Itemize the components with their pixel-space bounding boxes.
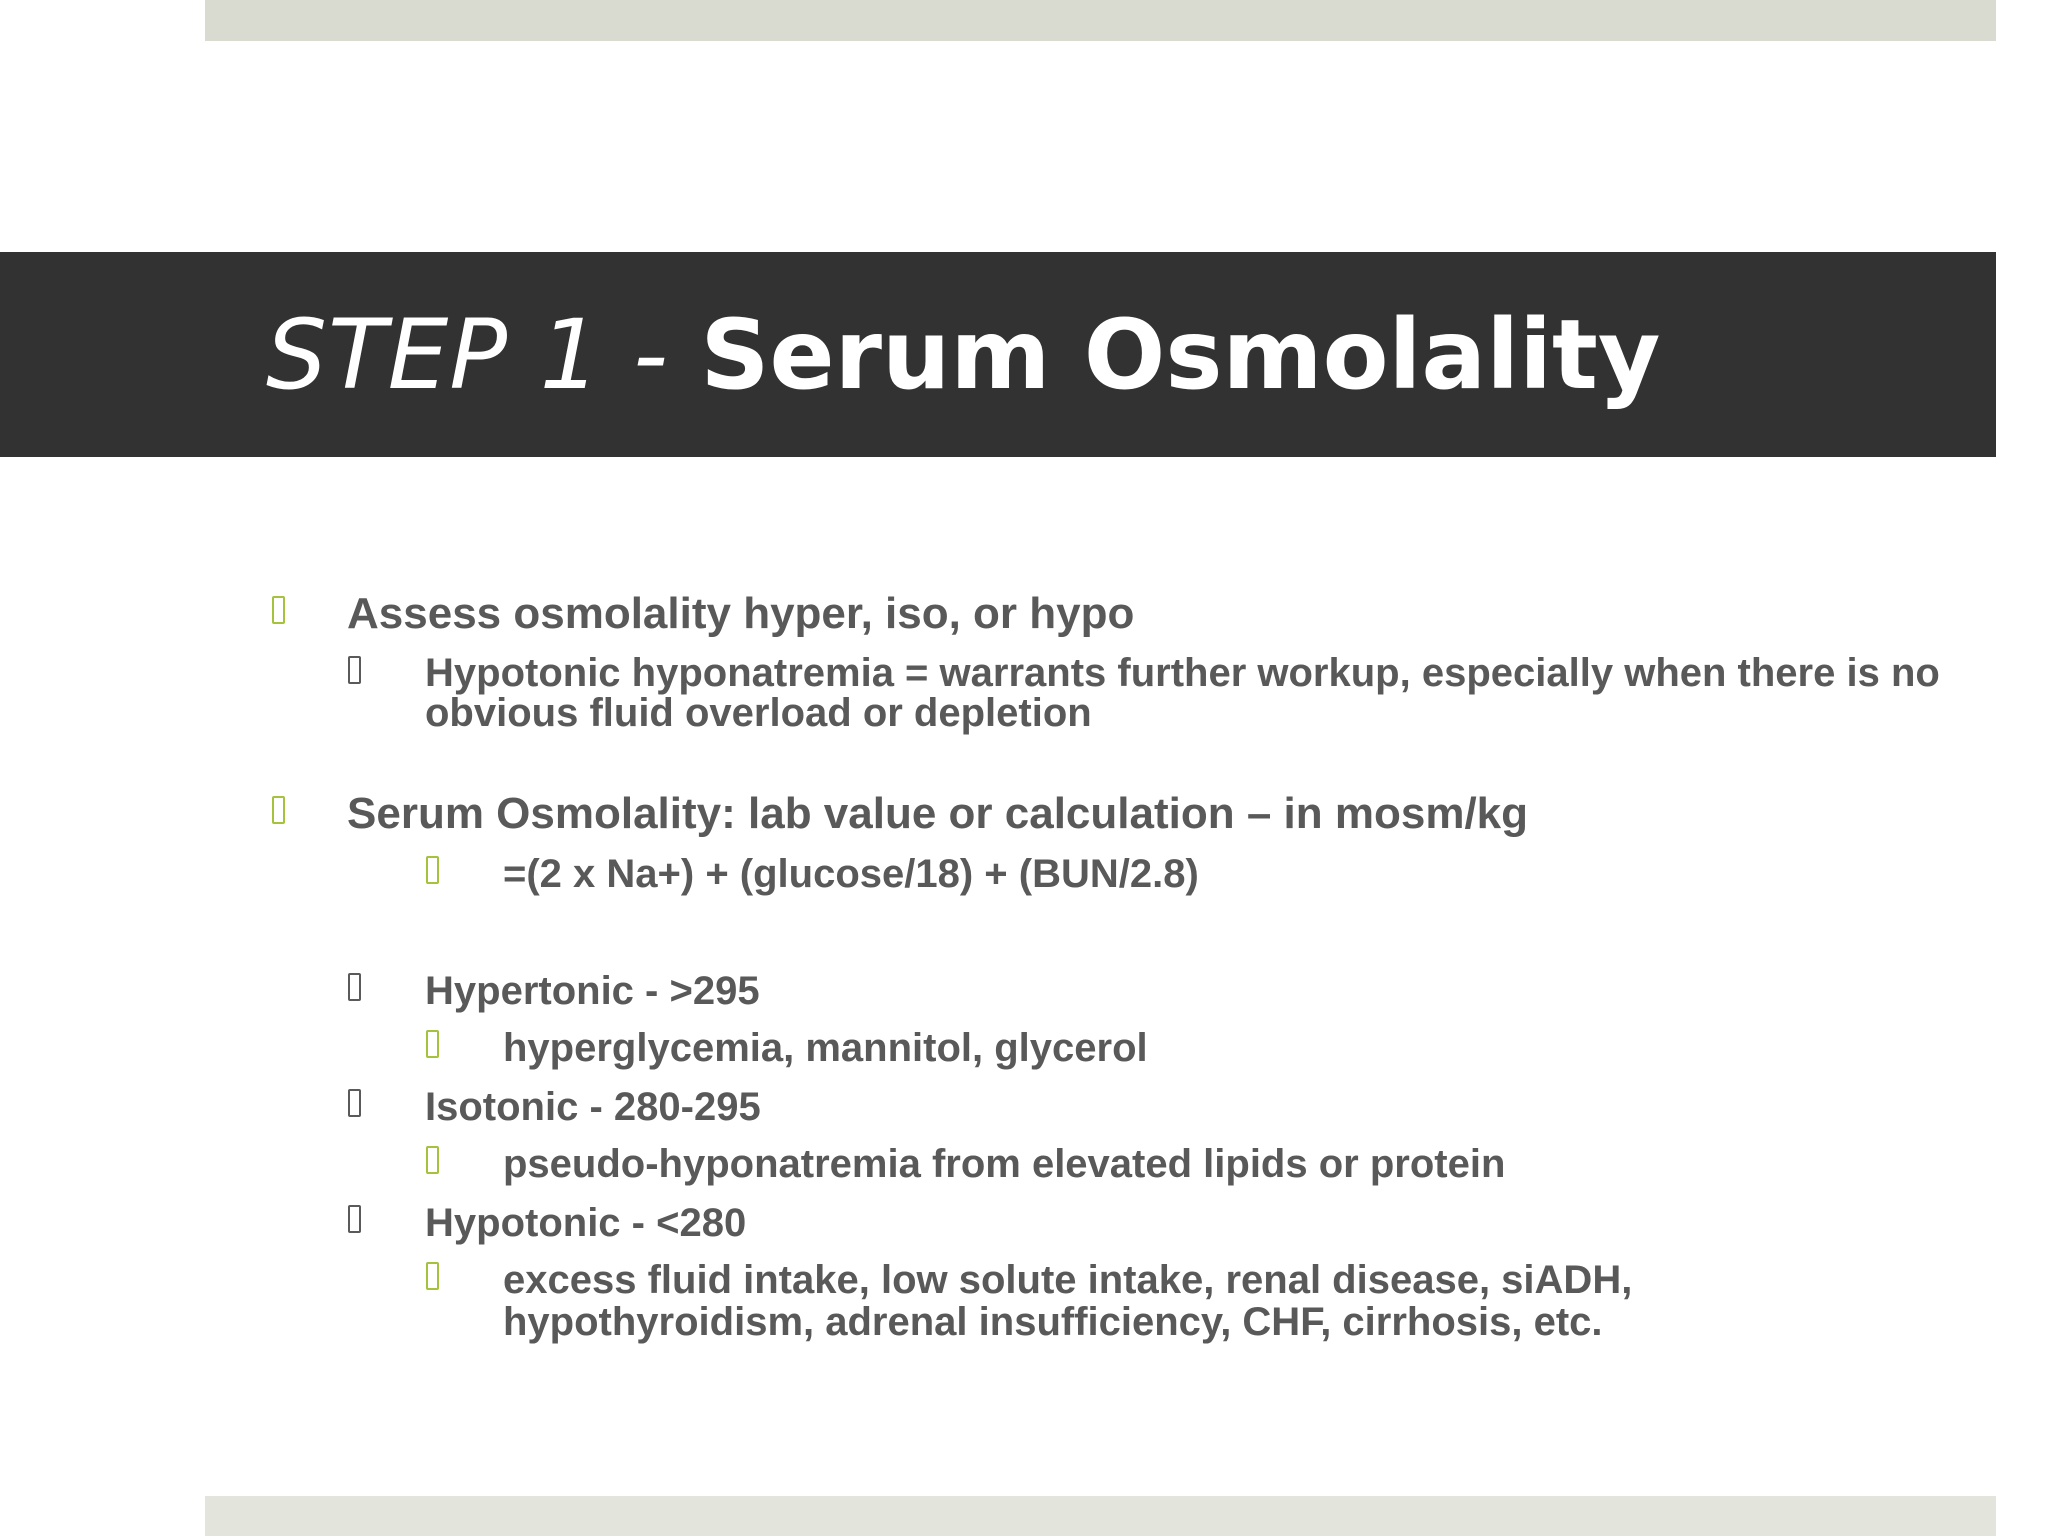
sub-bullet-text: Hypotonic - <280 xyxy=(425,1201,747,1245)
sub-bullet-marker-icon xyxy=(348,656,361,684)
slide-title xyxy=(266,300,1660,410)
bullet-marker-icon xyxy=(272,796,285,824)
slide-title-prefix: STEP 1 - xyxy=(266,299,701,411)
sub-bullet-text: Hypotonic hyponatremia = warrants further workup, especially when there is no obvious fluid overload or depletion xyxy=(425,651,1940,735)
bullet-marker-icon xyxy=(426,1146,439,1174)
bottom-decorative-band xyxy=(205,1496,1996,1536)
bullet-text: Serum Osmolality: lab value or calculation – in mosm/kg xyxy=(347,789,1529,838)
bullet-marker-icon xyxy=(426,856,439,884)
sub-bullet-text: Hypertonic - >295 xyxy=(425,969,760,1013)
sub-bullet-marker-icon xyxy=(348,1205,361,1233)
sub-sub-bullet-text: excess fluid intake, low solute intake, renal disease, siADH, hypothyroidism, adrenal insufficiency, CHF, cirrhosis, etc. xyxy=(503,1258,1633,1344)
sub-sub-bullet-text: pseudo-hyponatremia from elevated lipids or protein xyxy=(503,1142,1506,1186)
sub-sub-bullet-text: hyperglycemia, mannitol, glycerol xyxy=(503,1026,1148,1070)
slide-title-main: Serum Osmolality xyxy=(700,299,1661,411)
sub-bullet-marker-icon xyxy=(348,1089,361,1117)
bullet-marker-icon xyxy=(272,596,285,624)
sub-bullet-text: Isotonic - 280-295 xyxy=(425,1085,761,1129)
bullet-marker-icon xyxy=(426,1262,439,1290)
top-decorative-band xyxy=(205,0,1996,41)
bullet-marker-icon xyxy=(426,1030,439,1058)
sub-bullet-marker-icon xyxy=(348,973,361,1001)
bullet-text: Assess osmolality hyper, iso, or hypo xyxy=(347,589,1135,638)
sub-bullet-text: =(2 x Na+) + (glucose/18) + (BUN/2.8) xyxy=(503,852,1199,896)
